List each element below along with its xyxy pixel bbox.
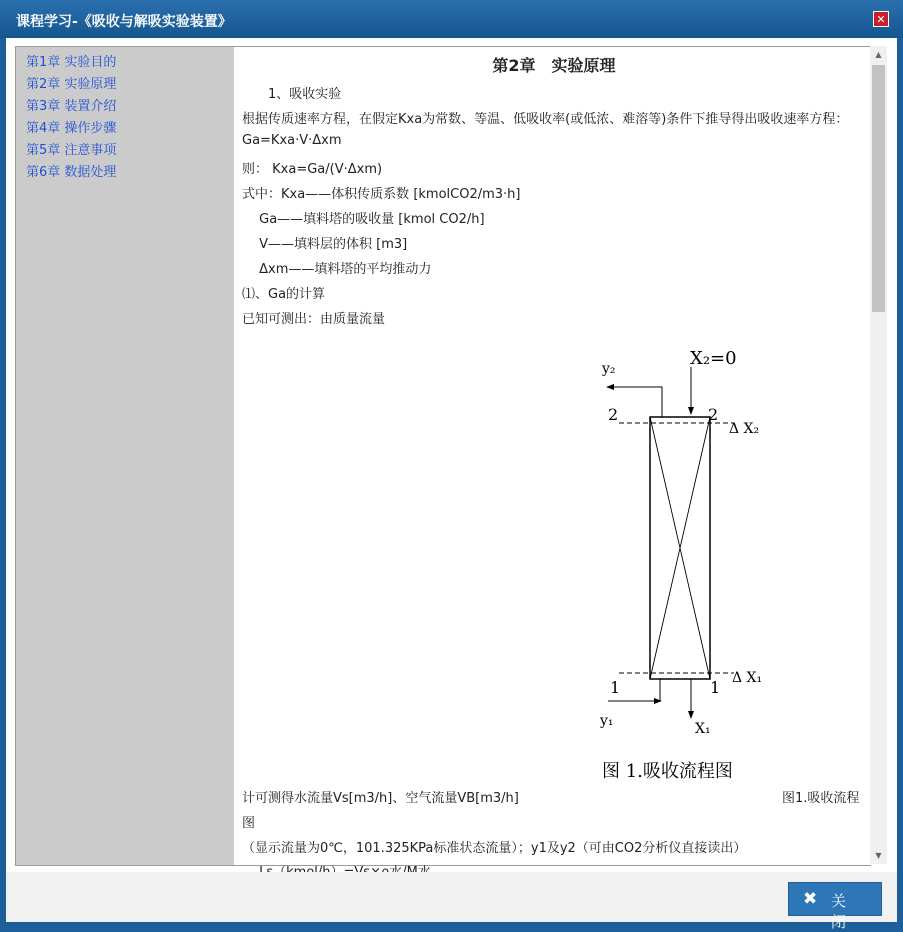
gas-outlet-pipe xyxy=(612,387,662,417)
close-button-label: 关 闭 xyxy=(831,892,853,931)
label-1-left: 1 xyxy=(610,678,621,697)
content-line: 式中：Kxa——体积传质系数 [kmolCO2/m3·h] xyxy=(242,187,521,202)
content-line: ⑴、Ga的计算 xyxy=(242,287,326,302)
content-line: Δxm——填料塔的平均推动力 xyxy=(242,262,432,277)
label-2-right: 2 xyxy=(708,405,719,424)
chapter-content xyxy=(234,46,871,866)
content-line: （显示流量为0℃，101.325KPa标准状态流量）；y1及y2（可由CO2分析仪直接读出） xyxy=(242,841,747,856)
sidebar-item-chapter-2[interactable]: 第2章 实验原理 xyxy=(26,77,117,92)
content-line: Ga=Kxa·V·Δxm xyxy=(242,133,342,148)
label-x2-zero: X₂=0 xyxy=(690,348,737,369)
window-titlebar xyxy=(0,0,903,38)
content-line: 计可测得水流量Vs[m3/h]、空气流量VB[m3/h] xyxy=(242,791,519,806)
label-x1: X₁ xyxy=(695,721,711,737)
sidebar-item-chapter-3[interactable]: 第3章 装置介绍 xyxy=(26,99,117,114)
window-close-icon[interactable]: ✕ xyxy=(873,11,889,27)
gas-inlet-arrow xyxy=(654,698,662,704)
sidebar-item-chapter-6[interactable]: 第6章 数据处理 xyxy=(26,165,117,180)
content-line: V——填料层的体积 [m3] xyxy=(242,237,408,252)
label-y2: y₂ xyxy=(602,361,616,377)
label-dx2: Δ X₂ xyxy=(729,421,760,437)
window-title: 课程学习-《吸收与解吸实验装置》 xyxy=(16,14,232,30)
content-line: Ga——填料塔的吸收量 [kmol CO2/h] xyxy=(242,212,485,227)
liquid-outlet-arrow xyxy=(688,711,694,719)
figure-caption: 图 1.吸收流程图 xyxy=(602,761,733,782)
scrollbar-thumb[interactable] xyxy=(872,65,885,312)
label-1-right: 1 xyxy=(710,678,721,697)
sidebar-item-chapter-4[interactable]: 第4章 操作步骤 xyxy=(26,121,117,136)
dialog-footer xyxy=(6,872,897,931)
liquid-inlet-arrow xyxy=(688,407,694,415)
close-icon: ✖ xyxy=(803,889,818,909)
content-line: 图 xyxy=(242,816,256,831)
label-y1: y₁ xyxy=(600,713,614,729)
content-line: 则： Kxa=Ga/(V·Δxm) xyxy=(242,162,383,177)
content-line: 根据传质速率方程，在假定Kxa为常数、等温、低吸收率(或低浓、难溶等)条件下推导得出吸收速率方程： xyxy=(242,112,849,127)
gas-outlet-arrow xyxy=(606,384,614,390)
content-line: 1、吸收实验 xyxy=(242,87,342,102)
scroll-up-icon[interactable]: ▲ xyxy=(875,50,882,59)
scroll-down-icon[interactable]: ▼ xyxy=(875,851,882,860)
close-button[interactable] xyxy=(788,882,882,931)
page-title: 第2章 实验原理 xyxy=(492,56,616,75)
chapter-sidebar xyxy=(15,46,235,866)
sidebar-item-chapter-1[interactable]: 第1章 实验目的 xyxy=(26,55,117,70)
dialog-body xyxy=(6,38,897,872)
content-line: 图1.吸收流程 xyxy=(782,791,860,806)
content-scrollbar[interactable] xyxy=(870,46,887,864)
label-2-left: 2 xyxy=(608,405,619,424)
label-dx1: Δ X₁ xyxy=(732,670,763,686)
sidebar-item-chapter-5[interactable]: 第5章 注意事项 xyxy=(26,143,117,158)
absorption-flow-diagram xyxy=(594,337,874,787)
content-line: 已知可测出：由质量流量 xyxy=(242,312,386,327)
